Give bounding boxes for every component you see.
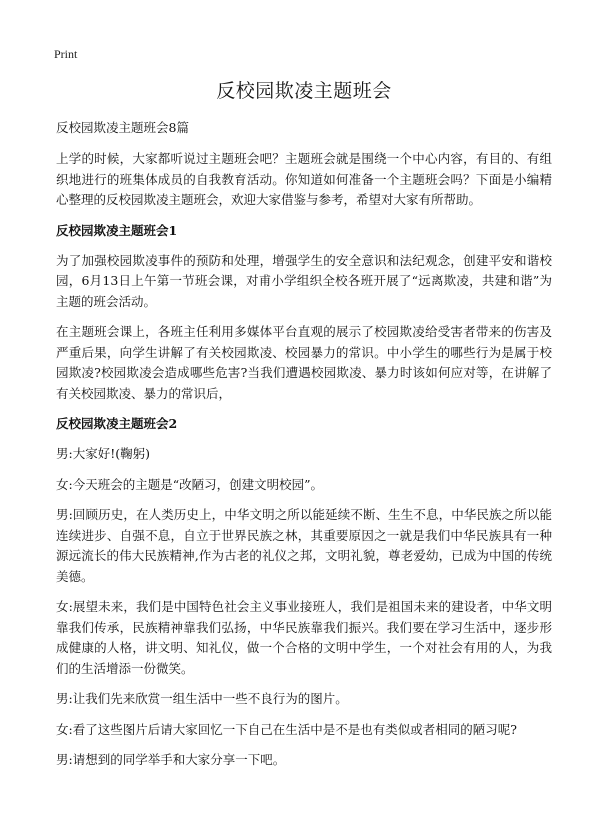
dialogue-line: 男:让我们先来欣赏一组生活中一些不良行为的图片。	[56, 691, 348, 706]
section1-paragraph: 在主题班会课上，各班主任利用多媒体平台直观的展示了校园欺凌给受害者带来的伤害及严重后果，向学生讲解了有关校园欺凌、校园暴力的常识。中小学生的哪些行为是属于校园欺凌?校园欺凌会造成哪些危害?当我们遭遇校园欺凌、暴力时该如何应对等，在讲解了有关校园欺凌、暴力的常识后，	[56, 324, 552, 401]
dialogue-line: 女:今天班会的主题是“改陋习，创建文明校园”。	[56, 476, 323, 492]
dialogue-line: 男:回顾历史，在人类历史上，中华文明之所以能延续不断、生生不息，中华民族之所以能连续进步、自强不息，自立于世界民族之林，其重要原因之一就是我们中华民族具有一种源远流长的伟大民族精神,作为古老的礼仪之邦，文明礼貌，尊老爱幼，已成为中国的传统美德。	[56, 507, 552, 584]
section1-paragraph: 为了加强校园欺凌事件的预防和处理，增强学生的安全意识和法纪观念，创建平安和谐校园，6月13日上午第一节班会课，对甫小学组织全校各班开展了“远离欺凌，共建和谐”为主题的班会活动。	[56, 252, 552, 309]
document-subtitle: 反校园欺凌主题班会8篇	[56, 120, 189, 135]
document-body	[56, 78, 552, 781]
dialogue-line: 男:大家好!(鞠躬)	[56, 446, 150, 461]
section-heading-2: 反校园欺凌主题班会2	[56, 416, 178, 431]
dialogue-line: 男:请想到的同学举手和大家分享一下吧。	[56, 752, 286, 767]
dialogue-line: 女:展望未来，我们是中国特色社会主义事业接班人，我们是祖国未来的建设者，中华文明靠我们传承，民族精神靠我们弘扬，中华民族靠我们振兴。我们要在学习生活中，逐步形成健康的人格，讲文明、知礼仪，做一个合格的文明中学生，一个对社会有用的人，为我们的生活增添一份微笑。	[56, 599, 552, 676]
print-link[interactable]: Print	[54, 47, 78, 61]
section-heading-1: 反校园欺凌主题班会1	[56, 222, 178, 238]
page-title: 反校园欺凌主题班会	[216, 80, 392, 102]
intro-paragraph: 上学的时候，大家都听说过主题班会吧？主题班会就是围绕一个中心内容，有目的、有组织地进行的班集体成员的自我教育活动。你知道如何准备一个主题班会吗？下面是小编精心整理的反校园欺凌主题班会，欢迎大家借鉴与参考，希望对大家有所帮助。	[56, 151, 552, 207]
dialogue-line: 女:看了这些图片后请大家回忆一下自己在生活中是不是也有类似或者相同的陋习呢?	[56, 721, 517, 737]
